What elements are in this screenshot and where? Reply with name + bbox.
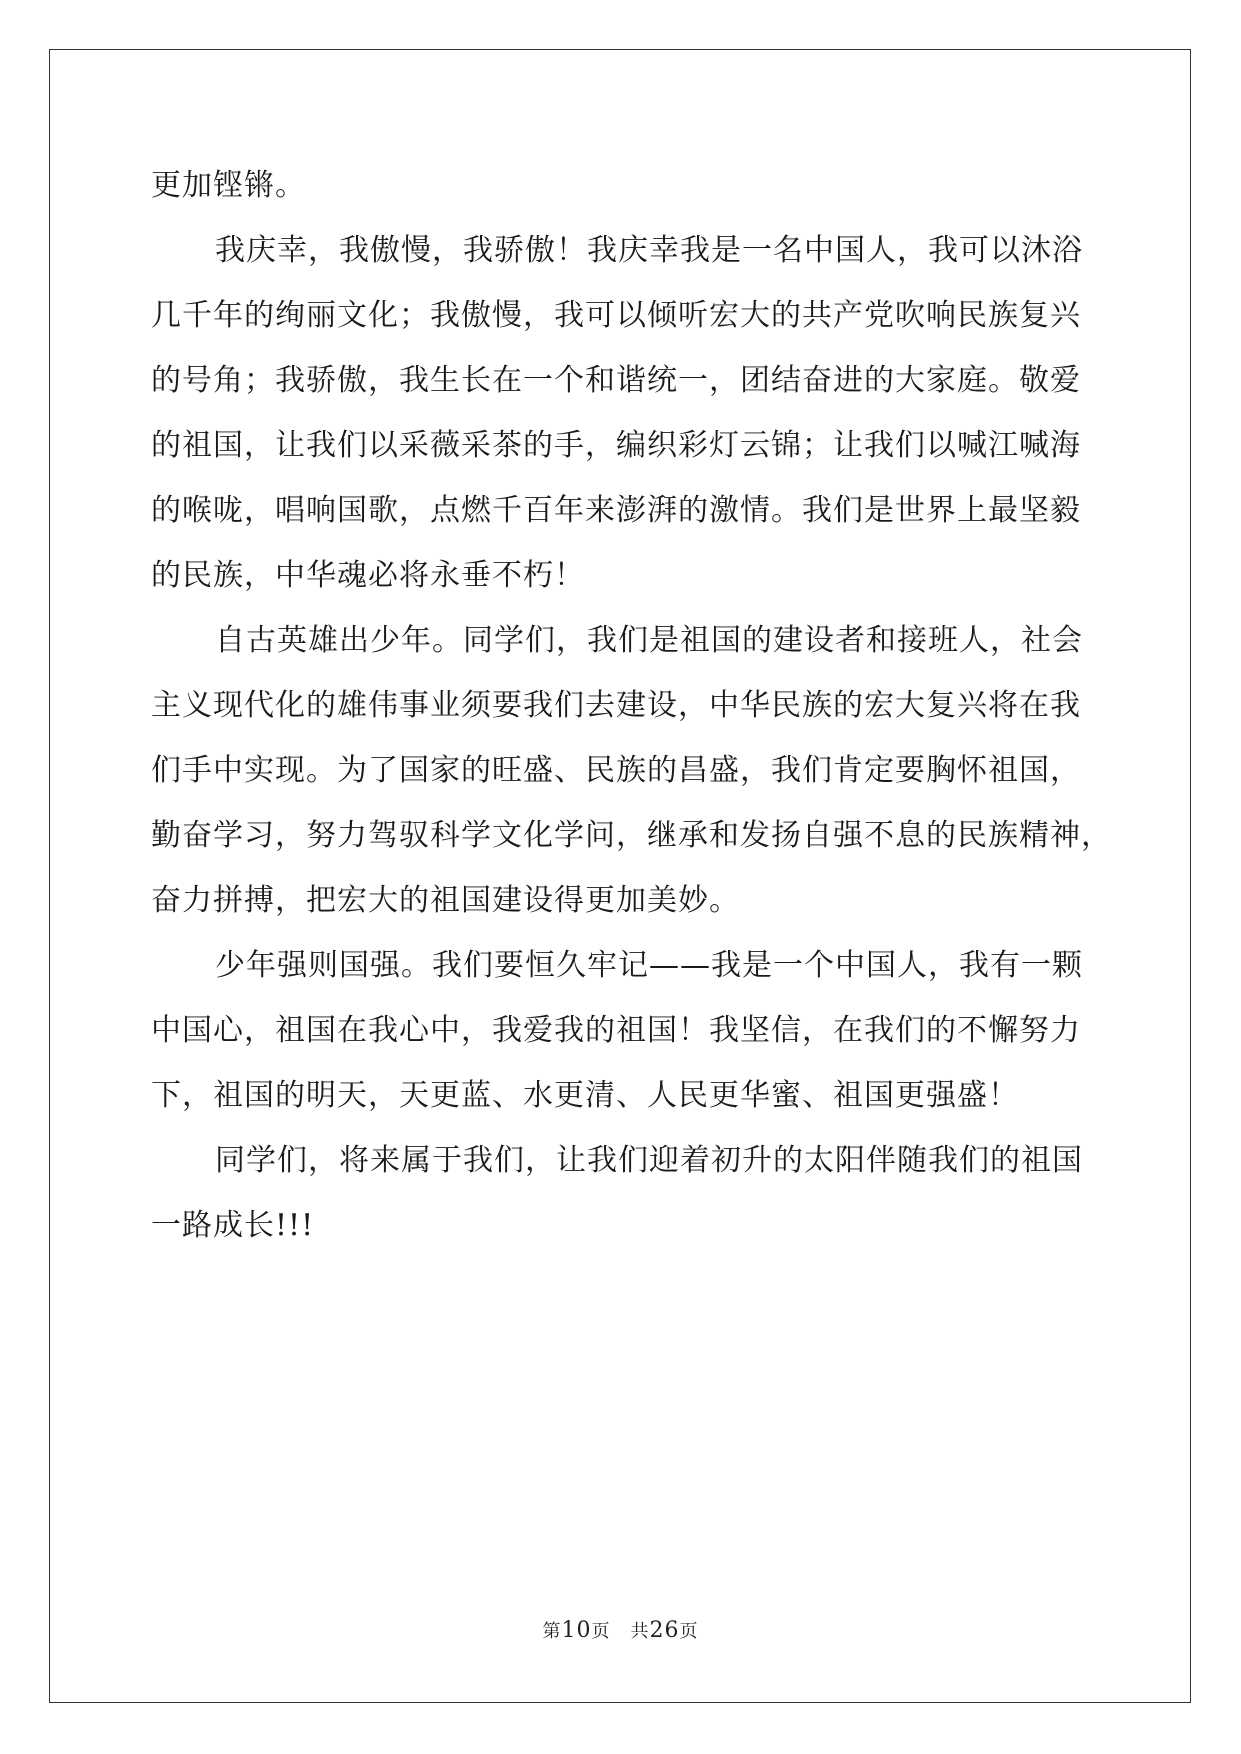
page-number: 10 bbox=[561, 1618, 592, 1643]
text-line: 勤奋学习，努力驾驭科学文化学问，继承和发扬自强不息的民族精神， bbox=[151, 818, 1112, 853]
text-line: 们手中实现。为了国家的旺盛、民族的昌盛，我们肯定要胸怀祖国， bbox=[151, 753, 1081, 788]
text-line: 我庆幸，我傲慢，我骄傲！我庆幸我是一名中国人，我可以沐浴 bbox=[215, 233, 1083, 268]
text-line: 少年强则国强。我们要恒久牢记——我是一个中国人，我有一颗 bbox=[215, 948, 1083, 983]
text-line: 的祖国，让我们以采薇采茶的手，编织彩灯云锦；让我们以喊江喊海 bbox=[151, 428, 1081, 463]
text-line: 一路成长!!! bbox=[151, 1208, 315, 1243]
document-body bbox=[151, 153, 1112, 1258]
text-line: 同学们，将来属于我们，让我们迎着初升的太阳伴随我们的祖国 bbox=[215, 1143, 1083, 1178]
text-line: 自古英雄出少年。同学们，我们是祖国的建设者和接班人，社会 bbox=[215, 623, 1083, 658]
text-line: 中国心，祖国在我心中，我爱我的祖国！我坚信，在我们的不懈努力 bbox=[151, 1013, 1081, 1048]
text-line: 奋力拼搏，把宏大的祖国建设得更加美妙。 bbox=[151, 883, 740, 918]
total-pages: 26 bbox=[649, 1618, 680, 1643]
page-footer bbox=[0, 1617, 1241, 1643]
text-line: 的喉咙，唱响国歌，点燃千百年来澎湃的激情。我们是世界上最坚毅 bbox=[151, 493, 1081, 528]
text-line: 更加铿锵。 bbox=[151, 168, 306, 203]
page-prefix: 第 bbox=[542, 1621, 562, 1642]
text-line: 几千年的绚丽文化；我傲慢，我可以倾听宏大的共产党吹响民族复兴 bbox=[151, 298, 1081, 333]
text-line: 的号角；我骄傲，我生长在一个和谐统一，团结奋进的大家庭。敬爱 bbox=[151, 363, 1081, 398]
total-suffix: 页 bbox=[679, 1621, 699, 1642]
text-line: 的民族，中华魂必将永垂不朽！ bbox=[151, 558, 585, 593]
page-suffix: 页 bbox=[591, 1621, 611, 1642]
text-line: 下，祖国的明天，天更蓝、水更清、人民更华蜜、祖国更强盛！ bbox=[151, 1078, 1019, 1113]
text-line: 主义现代化的雄伟事业须要我们去建设，中华民族的宏大复兴将在我 bbox=[151, 688, 1081, 723]
total-prefix: 共 bbox=[630, 1621, 650, 1642]
